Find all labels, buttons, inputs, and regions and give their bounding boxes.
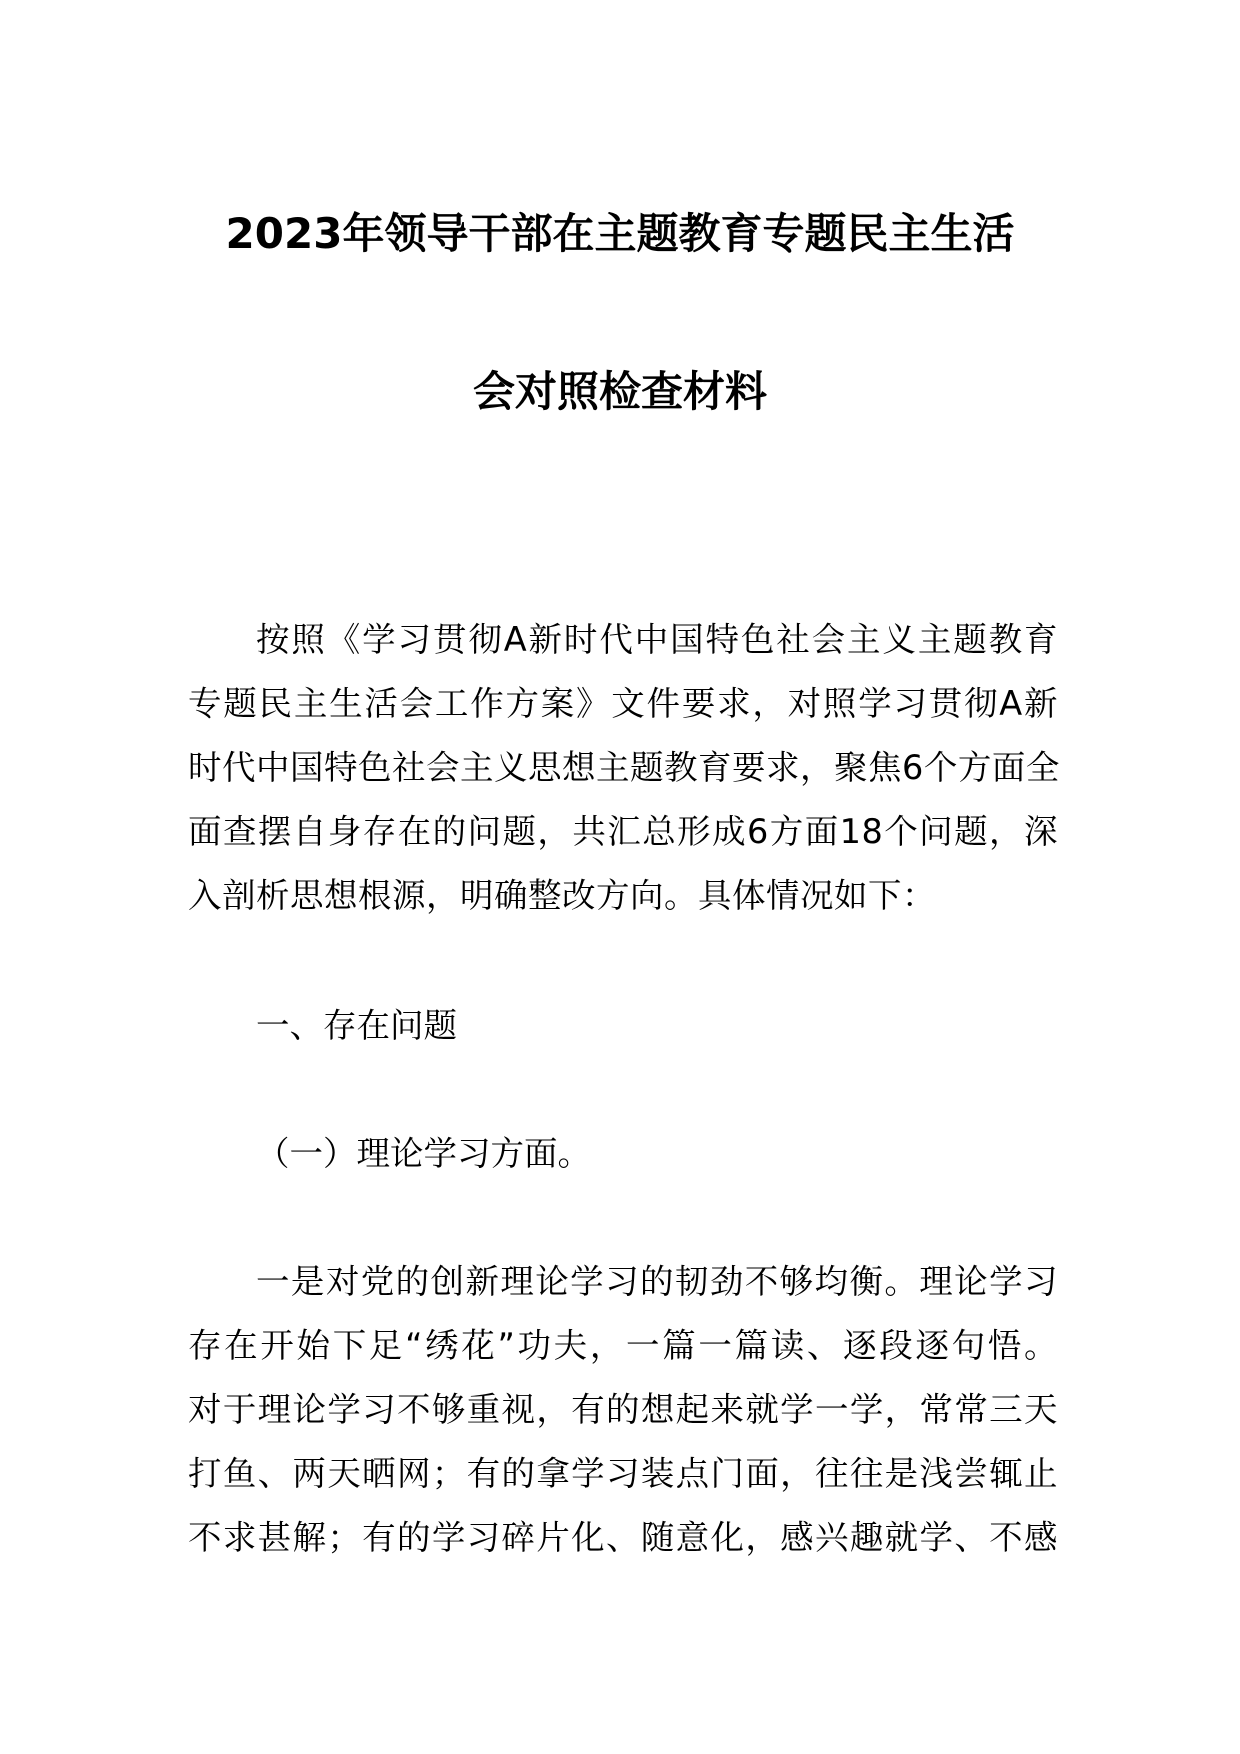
para1-line-4: 打鱼、两天晒网；有的拿学习装点门面，往往是浅尝辄止	[188, 1454, 1058, 1493]
para1-line-5: 不求甚解；有的学习碎片化、随意化，感兴趣就学、不感	[188, 1518, 1058, 1557]
document-title-line-1: 2023年领导干部在主题教育专题民主生活	[225, 209, 1015, 258]
intro-line-2: 专题民主生活会工作方案》文件要求，对照学习贯彻A新	[188, 684, 1058, 723]
intro-line-1: 按照《学习贯彻A新时代中国特色社会主义主题教育	[256, 620, 1058, 659]
section-heading-1: 一、存在问题	[256, 1006, 457, 1045]
intro-line-4: 面查摆自身存在的问题，共汇总形成6方面18个问题，深	[188, 812, 1058, 851]
intro-line-5: 入剖析思想根源，明确整改方向。具体情况如下：	[188, 876, 936, 915]
document-title-line-2: 会对照检查材料	[472, 367, 767, 416]
subsection-heading-1: （一）理论学习方面。	[256, 1134, 591, 1173]
para1-line-3: 对于理论学习不够重视，有的想起来就学一学，常常三天	[188, 1390, 1058, 1429]
para1-line-1: 一是对党的创新理论学习的韧劲不够均衡。理论学习	[256, 1262, 1058, 1301]
intro-line-3: 时代中国特色社会主义思想主题教育要求，聚焦6个方面全	[188, 748, 1060, 787]
para1-line-2: 存在开始下足“绣花”功夫，一篇一篇读、逐段逐句悟。	[188, 1326, 1058, 1365]
